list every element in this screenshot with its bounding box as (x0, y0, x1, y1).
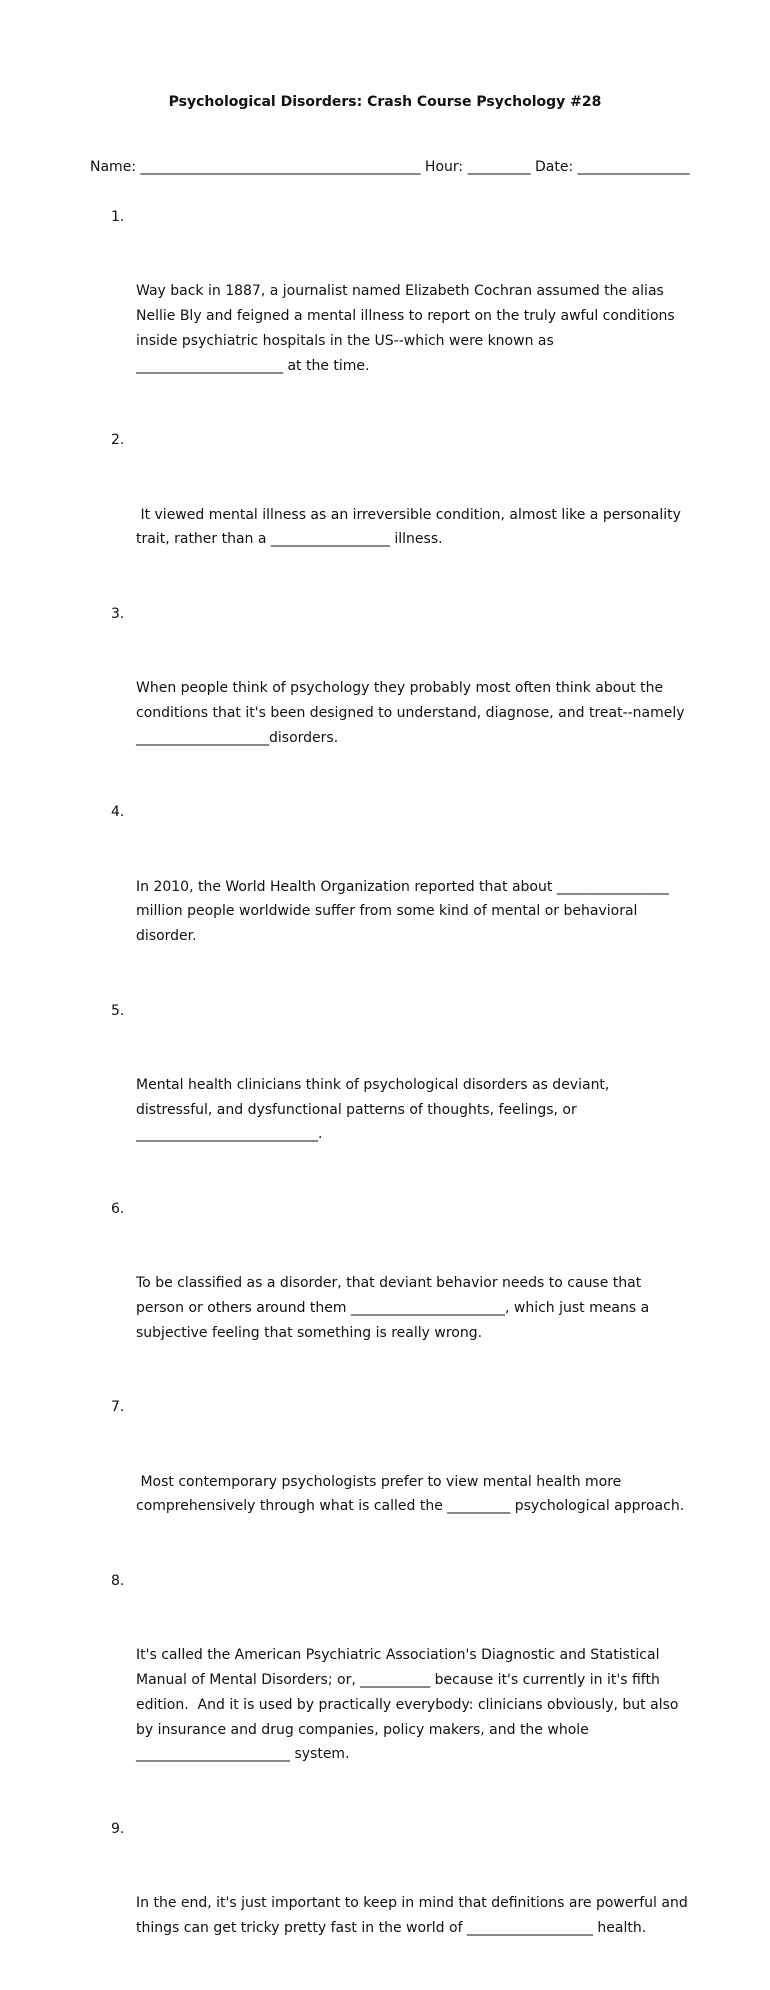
question-item (90, 602, 690, 800)
question-text: It viewed mental illness as an irreversible condition, almost like a personality trait, rather than a _________________ illness. (136, 506, 686, 548)
question-number: 9. (111, 1820, 125, 1837)
question-item (90, 1197, 690, 1395)
question-item (90, 800, 690, 998)
question-text: In the end, it's just important to keep in mind that definitions are powerful and things can get tricky pretty fast in the world of __________________ health. (136, 1895, 693, 1936)
question-number: 2. (111, 432, 125, 449)
page-title: Psychological Disorders: Crash Course Psychology #28 (168, 94, 602, 110)
question-number: 8. (111, 1572, 125, 1589)
question-text: It's called the American Psychiatric Association's Diagnostic and Statistical Manual of Mental Disorders; or, __________ because it's currently in it's fifth edition. And it is used by practically everybody: clinicians obviously, but also by insurance and drug companies, policy makers, and the whole ______________________ system. (136, 1647, 683, 1763)
question-item (90, 205, 690, 428)
question-number: 4. (111, 804, 125, 821)
question-item (90, 1395, 690, 1569)
question-number: 6. (111, 1200, 125, 1217)
question-item (90, 999, 690, 1197)
student-info-line: Name: ________________________________________ Hour: _________ Date: ________________ (90, 159, 690, 175)
question-item (90, 428, 690, 602)
question-text: When people think of psychology they probably most often think about the conditions that it's been designed to understand, diagnose, and treat--namely ___________________disorders. (136, 680, 690, 746)
question-item (90, 1817, 693, 1990)
question-text: In 2010, the World Health Organization reported that about ________________ million people worldwide suffer from some kind of mental or behavioral disorder. (136, 878, 674, 945)
question-text: Mental health clinicians think of psychological disorders as deviant, distressful, and dysfunctional patterns of thoughts, feelings, or __________________________. (136, 1076, 614, 1143)
question-number: 1. (111, 209, 125, 225)
question-number: 3. (111, 605, 125, 622)
question-text: To be classified as a disorder, that deviant behavior needs to cause that person or others around them ______________________, which just means a subjective feeling that something is really wrong. (136, 1275, 654, 1341)
question-number: 5. (111, 1002, 125, 1019)
question-text: Way back in 1887, a journalist named Elizabeth Cochran assumed the alias Nellie Bly and feigned a mental illness to report on the truly awful conditions inside psychiatric hospitals in the US--which were known as _____________________ at the time. (136, 283, 680, 374)
question-list (90, 205, 693, 1990)
question-item (90, 1569, 690, 1817)
question-text: Most contemporary psychologists prefer to view mental health more comprehensively through what is called the _________ psychological approach. (136, 1473, 685, 1515)
question-number: 7. (111, 1399, 125, 1416)
